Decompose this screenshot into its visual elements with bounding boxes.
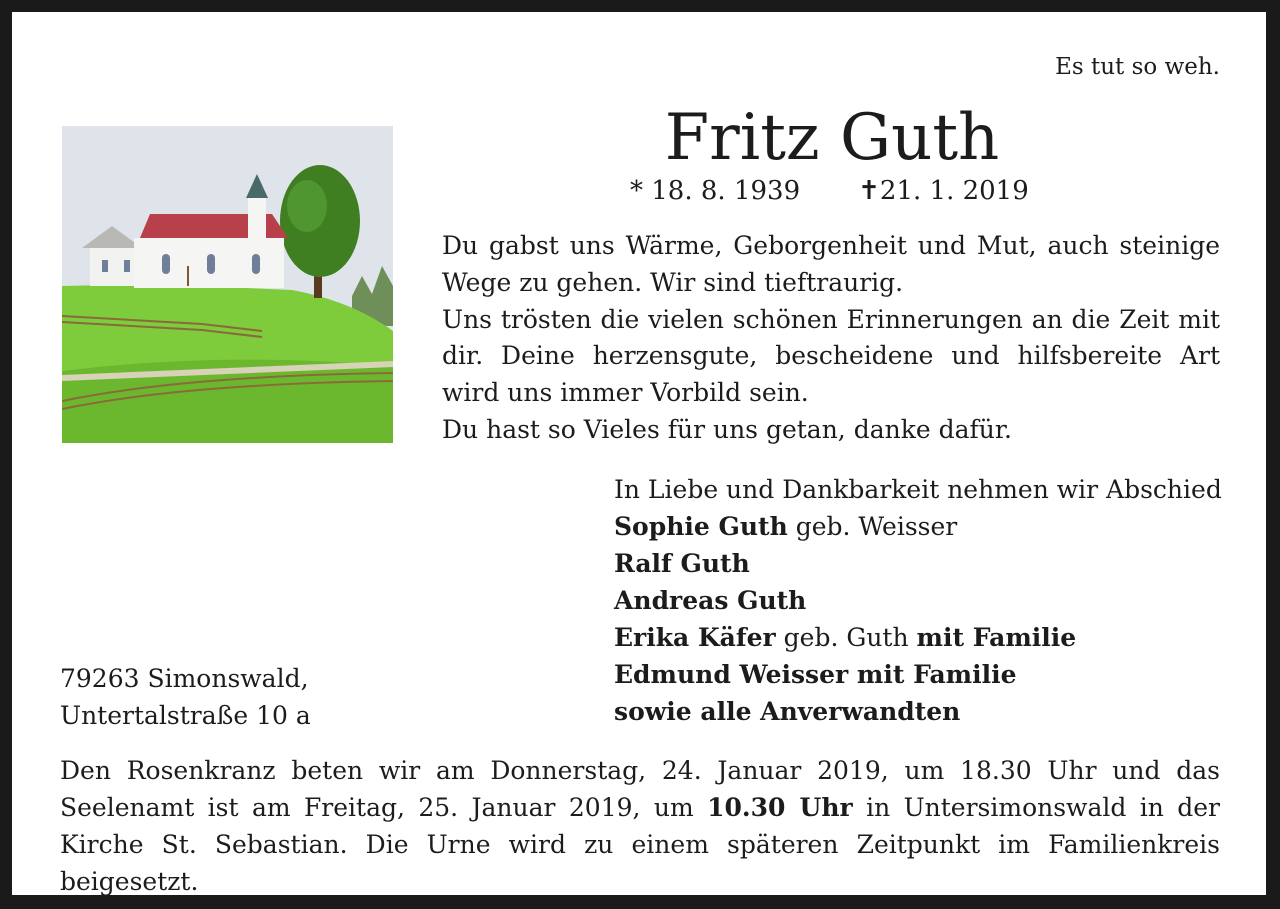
poem-line: Uns trösten die vielen schönen Erinnerungen an die Zeit mit dir. Deine herzensgute, bescheidene und hilfsbereite Art wird uns immer Vorbild sein.: [442, 304, 1220, 408]
service-text: in Untersimonswald in der Kirche St. Sebastian. Die Urne wird zu einem späteren Zeitpunkt im Familienkreis beigesetzt.: [60, 793, 1220, 896]
service-text: Den Rosenkranz beten wir am Donnerstag, 24. Januar 2019, um 18.30 Uhr und das Seelenamt ist am Freitag, 25. Januar 2019, um: [60, 756, 1220, 822]
mourner: Andreas Guth: [614, 586, 807, 615]
mourner-name: Sophie Guth: [614, 512, 788, 541]
poem-line: Du gabst uns Wärme, Geborgenheit und Mut, auch steinige Wege zu gehen. Wir sind tieftraurig.: [442, 231, 1220, 297]
mourners-intro: In Liebe und Dankbarkeit nehmen wir Abschied: [614, 475, 1222, 504]
deceased-name: Fritz Guth: [664, 101, 1000, 175]
mourner-note: geb. Guth: [775, 623, 917, 652]
chapel-photo: [62, 126, 393, 443]
service-time: 10.30 Uhr: [707, 793, 853, 822]
mourners-list: [614, 471, 1222, 730]
mourner: Edmund Weisser mit Familie: [614, 660, 1017, 689]
poem-line: Du hast so Vieles für uns getan, danke dafür.: [442, 414, 1013, 444]
mourner-suffix: mit Familie: [916, 623, 1077, 652]
mourner: [614, 619, 1222, 656]
mourner: [614, 508, 1222, 545]
tagline: Es tut so weh.: [1055, 54, 1220, 80]
mourner: Ralf Guth: [614, 549, 750, 578]
obituary-notice: [12, 12, 1266, 895]
service-info: [60, 752, 1220, 900]
chapel-illustration: [62, 126, 393, 443]
address: [60, 660, 311, 734]
poem: [442, 228, 1220, 449]
death-date: ✝21. 1. 2019: [858, 176, 1029, 206]
address-line: Untertalstraße 10 a: [60, 701, 311, 730]
birth-date: * 18. 8. 1939: [630, 176, 801, 206]
mourner-name: Erika Käfer: [614, 623, 776, 652]
mourner-note: geb. Weisser: [787, 512, 958, 541]
address-line: 79263 Simonswald,: [60, 664, 309, 693]
mourner: sowie alle Anverwandten: [614, 697, 961, 726]
life-dates: [630, 176, 1029, 206]
